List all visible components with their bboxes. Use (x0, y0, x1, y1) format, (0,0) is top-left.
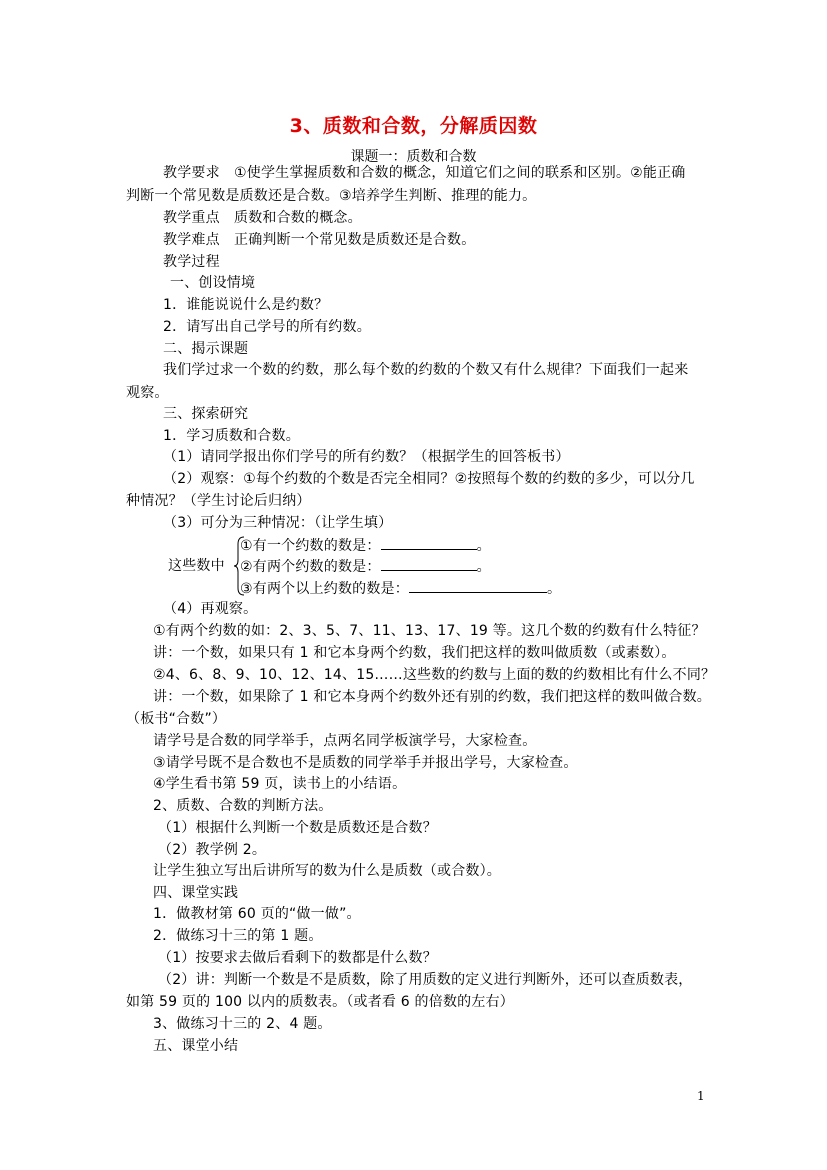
text-line: ②4、6、8、9、10、12、14、15……这些数的约数与上面的数的约数相比有什么不同？ (153, 667, 716, 683)
text-line: 1．谁能说说什么是约数？ (163, 297, 329, 313)
text-line: 2．请写出自己学号的所有约数。 (163, 319, 371, 335)
fill-in-blank (381, 556, 477, 571)
text-line: 五、课堂小结 (153, 1038, 239, 1054)
text-line: 如第 59 页的 100 以内的质数表。（或者看 6 的倍数的左右） (126, 994, 514, 1010)
text-line: 2、质数、合数的判断方法。 (153, 798, 333, 814)
text-line: 种情况？（学生讨论后归纳） (126, 493, 311, 509)
fill-in-blank (381, 535, 477, 550)
text-line: ③请学号既不是合数也不是质数的同学举手并报出学号，大家检查。 (153, 755, 578, 771)
text-line: 我们学过求一个数的约数，那么每个数的约数的个数又有什么规律？下面我们一起来 (163, 362, 689, 378)
text-line: （4）再观察。 (163, 601, 258, 617)
text-line: （板书“合数”） (126, 711, 227, 727)
text-line: 1．做教材第 60 页的“做一做”。 (153, 906, 361, 922)
document-title: 3、质数和合数，分解质因数 (289, 115, 538, 137)
text-line: 三、探索研究 (163, 406, 249, 422)
text-line: ①有两个约数的如：2、3、5、7、11、13、17、19 等。这几个数的约数有什么特征？ (153, 623, 706, 639)
text-line: （1）按要求去做后看剩下的数都是什么数？ (158, 950, 437, 966)
text-line: 观察。 (126, 385, 169, 401)
text-line: （1）请同学报出你们学号的所有约数？（根据学生的回答板书） (163, 449, 570, 465)
bracket-item: ③有两个以上约数的数是： 。 (240, 578, 561, 599)
text-line: （1）根据什么判断一个数是质数还是合数？ (158, 820, 437, 836)
page-number: 1 (697, 1089, 705, 1103)
text-line: 讲：一个数，如果除了 1 和它本身两个约数外还有别的约数，我们把这样的数叫做合数。 (153, 689, 712, 705)
text-line: 讲：一个数，如果只有 1 和它本身两个约数，我们把这样的数叫做质数（或素数）。 (153, 645, 676, 661)
text-line: 教学过程 (163, 254, 220, 270)
lesson-subtitle: 课题一：质数和合数 (350, 149, 477, 165)
text-line: 教学要求 ①使学生掌握质数和合数的概念，知道它们之间的联系和区别。②能正确 (163, 165, 686, 181)
text-line: 教学重点 质数和合数的概念。 (163, 210, 362, 226)
text-line: 让学生独立写出后讲所写的数为什么是质数（或合数）。 (153, 863, 501, 879)
text-line: 2．做练习十三的第 1 题。 (153, 928, 323, 944)
text-line: 教学难点 正确判断一个常见数是质数还是合数。 (163, 232, 476, 248)
text-line: （3）可分为三种情况：（让学生填） (163, 515, 393, 531)
text-line: （2）观察：①每个约数的个数是否完全相同？②按照每个数的约数的多少，可以分几 (163, 471, 695, 487)
text-line: 3、做练习十三的 2、4 题。 (153, 1016, 332, 1032)
text-line: 请学号是合数的同学举手，点两名同学板演学号，大家检查。 (153, 733, 537, 749)
text-line: 二、揭示课题 (163, 341, 249, 357)
fill-in-blank (409, 578, 547, 593)
bracket-item: ②有两个约数的数是： 。 (240, 556, 491, 577)
text-line: 1．学习质数和合数。 (163, 428, 300, 444)
text-line: 判断一个常见数是质数还是合数。③培养学生判断、推理的能力。 (126, 188, 537, 204)
text-line: （2）教学例 2。 (158, 842, 267, 858)
text-line: 一、创设情境 (170, 275, 256, 291)
text-line: 四、课堂实践 (153, 885, 239, 901)
bracket-label: 这些数中 (168, 558, 225, 574)
text-line: ④学生看书第 59 页，读书上的小结语。 (153, 776, 407, 792)
bracket-item: ①有一个约数的数是： 。 (240, 535, 491, 556)
text-line: （2）讲：判断一个数是不是质数，除了用质数的定义进行判断外，还可以查质数表， (158, 972, 693, 988)
